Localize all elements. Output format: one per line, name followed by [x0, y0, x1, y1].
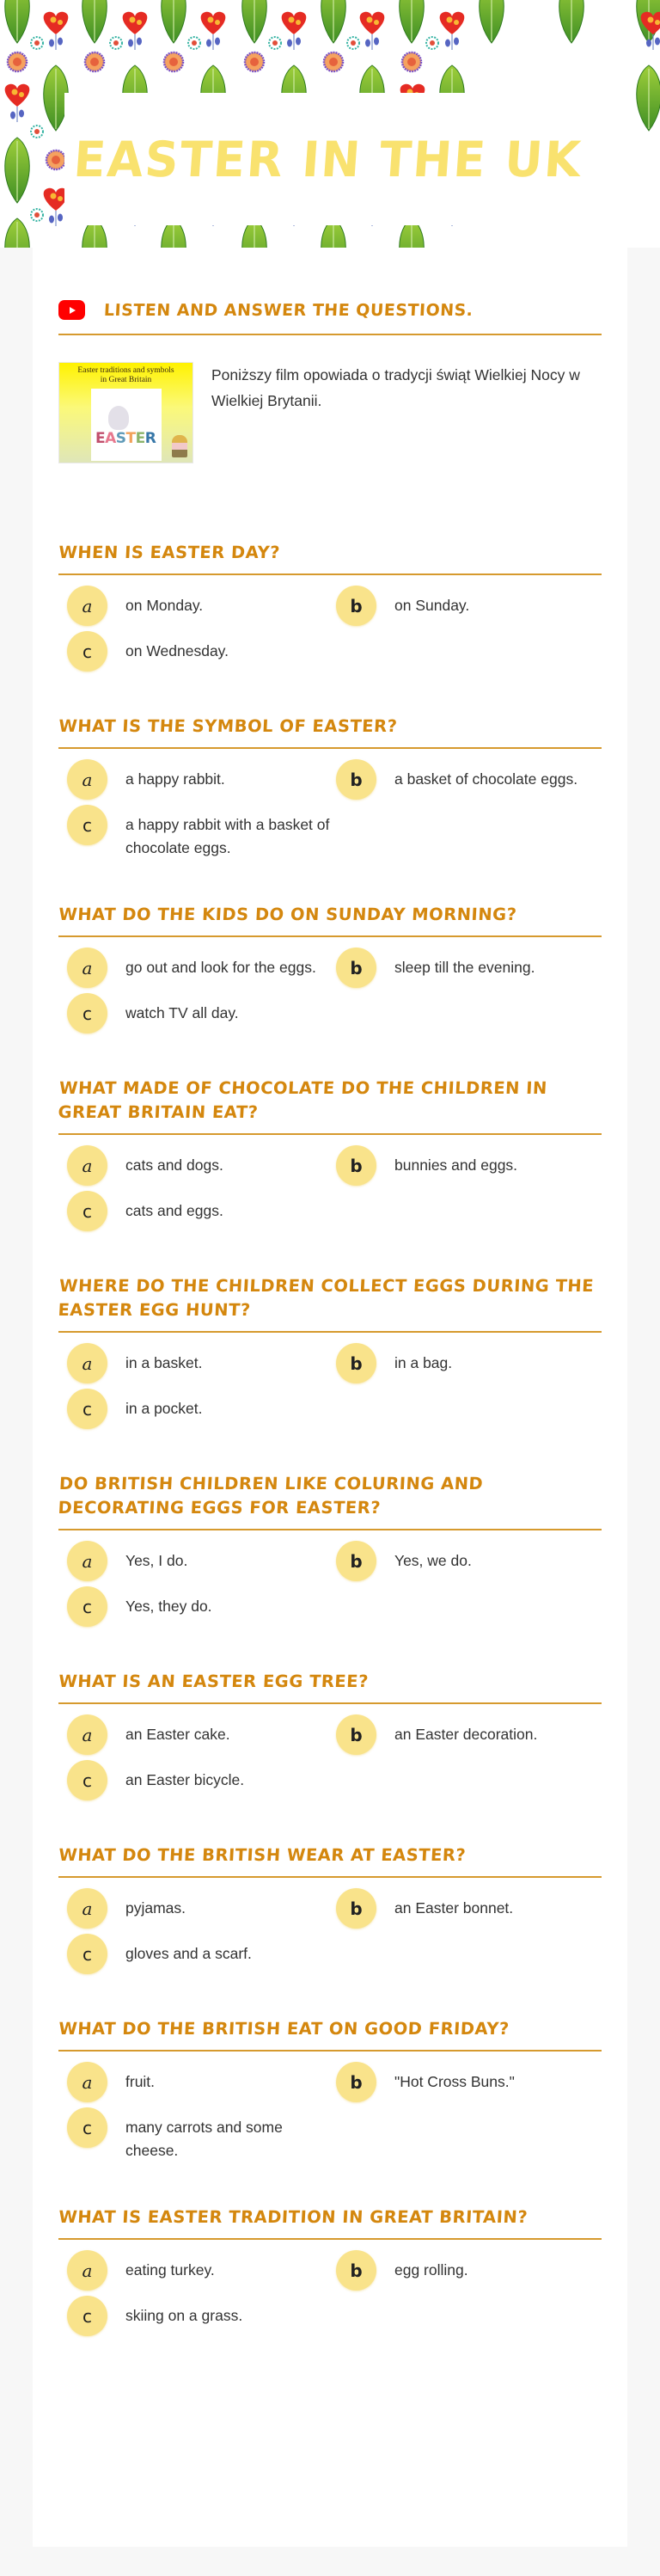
- video-thumbnail[interactable]: [58, 362, 193, 463]
- title-box: [64, 93, 591, 225]
- answer-text: go out and look for the eggs.: [125, 959, 316, 976]
- card-bottom-padding: [58, 2336, 602, 2381]
- question-title: WHAT DO THE BRITISH EAT ON GOOD FRIDAY?: [58, 2019, 510, 2039]
- questions-list: [58, 498, 602, 2336]
- answer-letter-badge[interactable]: c: [67, 805, 107, 845]
- question-block-4: [58, 1033, 602, 1231]
- child-figure-icon: [172, 435, 187, 457]
- answer-option-c[interactable]: [67, 2296, 336, 2336]
- letter: A: [105, 430, 116, 447]
- answer-option-b[interactable]: [336, 948, 605, 988]
- question-block-3: [58, 860, 602, 1033]
- answer-text: pyjamas.: [125, 1899, 186, 1917]
- question-block-5: [58, 1231, 602, 1429]
- answer-letter-badge[interactable]: a: [67, 948, 107, 988]
- answer-text: an Easter bonnet.: [394, 1899, 514, 1917]
- answer-text: an Easter bicycle.: [125, 1771, 245, 1788]
- question-block-8: [58, 1800, 602, 1974]
- youtube-play-icon: [58, 300, 85, 320]
- answer-option-a[interactable]: [67, 586, 336, 626]
- answer-letter-badge[interactable]: c: [67, 1934, 107, 1974]
- answer-option-a[interactable]: [67, 1343, 336, 1383]
- question-title: WHAT DO THE BRITISH WEAR AT EASTER?: [58, 1845, 467, 1865]
- answer-option-a[interactable]: [67, 1714, 336, 1755]
- question-title: WHERE DO THE CHILDREN COLLECT EGGS DURING THE EASTER EGG HUNT?: [57, 1276, 595, 1320]
- video-row: [58, 362, 602, 498]
- answer-option-c[interactable]: [67, 1389, 336, 1429]
- answer-option-c[interactable]: [67, 1934, 336, 1974]
- answer-letter-badge[interactable]: b: [336, 759, 376, 800]
- answer-option-b[interactable]: [336, 759, 605, 800]
- answer-option-c[interactable]: [67, 993, 336, 1033]
- answer-text: Yes, I do.: [125, 1552, 188, 1569]
- answer-text: Yes, they do.: [125, 1598, 212, 1615]
- answer-text: egg rolling.: [394, 2261, 468, 2279]
- question-title: DO BRITISH CHILDREN LIKE COLURING AND DECORATING EGGS FOR EASTER?: [57, 1474, 484, 1518]
- answer-letter-badge[interactable]: c: [67, 1586, 107, 1627]
- answer-letter-badge[interactable]: b: [336, 1541, 376, 1581]
- answer-option-b[interactable]: [336, 1343, 605, 1383]
- answer-options: [58, 749, 602, 860]
- page-bottom-margin: [0, 2547, 660, 2576]
- answer-option-c[interactable]: [67, 1586, 336, 1627]
- answer-letter-badge[interactable]: a: [67, 759, 107, 800]
- answer-text: a happy rabbit with a basket of chocolate eggs.: [125, 816, 330, 856]
- answer-option-c[interactable]: [67, 1191, 336, 1231]
- question-title: WHAT DO THE KIDS DO ON SUNDAY MORNING?: [58, 905, 518, 924]
- thumbnail-easter-word: [95, 430, 156, 447]
- answer-text: fruit.: [125, 2073, 156, 2090]
- question-block-9: [58, 1974, 602, 2162]
- video-description: Poniższy film opowiada o tradycji świąt Wielkiej Nocy w Wielkiej Brytanii.: [211, 366, 580, 409]
- worksheet-card: [33, 248, 627, 2547]
- answer-letter-badge[interactable]: b: [336, 586, 376, 626]
- answer-text: "Hot Cross Buns.": [394, 2073, 515, 2090]
- answer-options: [58, 2052, 602, 2162]
- page-title: EASTER IN THE UK: [71, 130, 584, 188]
- answer-letter-badge[interactable]: b: [336, 1343, 376, 1383]
- answer-letter-badge[interactable]: b: [336, 1714, 376, 1755]
- answer-letter-badge[interactable]: a: [67, 2250, 107, 2291]
- answer-text: on Monday.: [125, 597, 204, 614]
- answer-option-a[interactable]: [67, 2250, 336, 2291]
- answer-letter-badge[interactable]: a: [67, 1888, 107, 1929]
- answer-option-b[interactable]: [336, 2250, 605, 2291]
- answer-letter-badge[interactable]: a: [67, 1145, 107, 1186]
- answer-letter-badge[interactable]: a: [67, 1714, 107, 1755]
- answer-letter-badge[interactable]: c: [67, 2296, 107, 2336]
- answer-letter-badge[interactable]: b: [336, 1888, 376, 1929]
- answer-options: [58, 1530, 602, 1627]
- answer-text: in a pocket.: [125, 1400, 203, 1417]
- answer-text: gloves and a scarf.: [125, 1945, 252, 1962]
- answer-text: in a basket.: [125, 1354, 203, 1371]
- answer-option-c[interactable]: [67, 1760, 336, 1800]
- intro-section: [58, 248, 602, 498]
- answer-options: [58, 1135, 602, 1231]
- answer-letter-badge[interactable]: c: [67, 1191, 107, 1231]
- answer-option-b[interactable]: [336, 1888, 605, 1929]
- question-block-6: [58, 1429, 602, 1627]
- answer-text: a basket of chocolate eggs.: [394, 770, 578, 788]
- answer-option-c[interactable]: [67, 805, 336, 860]
- answer-option-a[interactable]: [67, 1541, 336, 1581]
- answer-option-a[interactable]: [67, 759, 336, 800]
- letter: R: [144, 430, 156, 447]
- answer-text: Yes, we do.: [394, 1552, 472, 1569]
- answer-option-b[interactable]: [336, 1145, 605, 1186]
- answer-text: a happy rabbit.: [125, 770, 225, 788]
- question-title: WHAT IS AN EASTER EGG TREE?: [58, 1671, 370, 1691]
- answer-text: on Sunday.: [394, 597, 470, 614]
- answer-options: [58, 937, 602, 1033]
- answer-text: an Easter decoration.: [394, 1726, 538, 1743]
- question-block-1: [58, 498, 602, 672]
- answer-text: cats and dogs.: [125, 1156, 223, 1174]
- letter: E: [95, 430, 106, 447]
- question-title: WHEN IS EASTER DAY?: [58, 543, 281, 562]
- question-title: WHAT MADE OF CHOCOLATE DO THE CHILDREN IN GREAT BRITAIN EAT?: [57, 1078, 548, 1122]
- answer-letter-badge[interactable]: b: [336, 2250, 376, 2291]
- answer-option-b[interactable]: [336, 1541, 605, 1581]
- question-title: WHAT IS THE SYMBOL OF EASTER?: [58, 716, 399, 736]
- letter: T: [125, 430, 136, 447]
- answer-option-b[interactable]: [336, 1714, 605, 1755]
- answer-letter-badge[interactable]: a: [67, 1541, 107, 1581]
- answer-letter-badge[interactable]: b: [336, 2062, 376, 2102]
- answer-text: sleep till the evening.: [394, 959, 535, 976]
- thumbnail-illustration: [91, 389, 162, 461]
- answer-text: cats and eggs.: [125, 1202, 223, 1219]
- answer-text: on Wednesday.: [125, 642, 229, 659]
- answer-text: eating turkey.: [125, 2261, 215, 2279]
- answer-option-c[interactable]: [67, 631, 336, 672]
- answer-text: skiing on a grass.: [125, 2307, 243, 2324]
- answer-option-b[interactable]: [336, 2062, 605, 2102]
- answer-letter-badge[interactable]: a: [67, 1343, 107, 1383]
- answer-letter-badge[interactable]: c: [67, 2107, 107, 2148]
- answer-option-a[interactable]: [67, 1145, 336, 1186]
- answer-options: [58, 1878, 602, 1974]
- answer-letter-badge[interactable]: a: [67, 586, 107, 626]
- question-block-2: [58, 672, 602, 860]
- answer-text: many carrots and some cheese.: [125, 2119, 283, 2159]
- answer-letter-badge[interactable]: c: [67, 993, 107, 1033]
- question-title: WHAT IS EASTER TRADITION IN GREAT BRITAIN?: [58, 2207, 529, 2227]
- answer-letter-badge[interactable]: c: [67, 1389, 107, 1429]
- intro-heading: LISTEN AND ANSWER THE QUESTIONS.: [103, 300, 474, 320]
- answer-option-a[interactable]: [67, 1888, 336, 1929]
- answer-letter-badge[interactable]: b: [336, 1145, 376, 1186]
- answer-options: [58, 575, 602, 672]
- thumbnail-caption-line2: in Great Britain: [100, 376, 152, 384]
- answer-text: in a bag.: [394, 1354, 453, 1371]
- answer-option-c[interactable]: [67, 2107, 336, 2162]
- answer-options: [58, 2240, 602, 2336]
- answer-option-b[interactable]: [336, 586, 605, 626]
- question-block-10: [58, 2162, 602, 2336]
- letter: S: [115, 430, 126, 447]
- bunny-icon: [108, 406, 129, 430]
- answer-options: [58, 1704, 602, 1800]
- answer-options: [58, 1333, 602, 1429]
- thumbnail-caption-line1: Easter traditions and symbols: [77, 366, 174, 375]
- answer-letter-badge[interactable]: c: [67, 631, 107, 672]
- intro-heading-row: [58, 248, 602, 334]
- answer-text: watch TV all day.: [125, 1004, 239, 1021]
- divider: [58, 334, 602, 335]
- answer-option-a[interactable]: [67, 948, 336, 988]
- letter: E: [135, 430, 145, 447]
- answer-text: bunnies and eggs.: [394, 1156, 518, 1174]
- answer-option-a[interactable]: [67, 2062, 336, 2102]
- header-banner: [0, 0, 660, 248]
- answer-letter-badge[interactable]: a: [67, 2062, 107, 2102]
- thumbnail-caption: [59, 366, 192, 385]
- answer-letter-badge[interactable]: c: [67, 1760, 107, 1800]
- answer-text: an Easter cake.: [125, 1726, 230, 1743]
- answer-letter-badge[interactable]: b: [336, 948, 376, 988]
- question-block-7: [58, 1627, 602, 1800]
